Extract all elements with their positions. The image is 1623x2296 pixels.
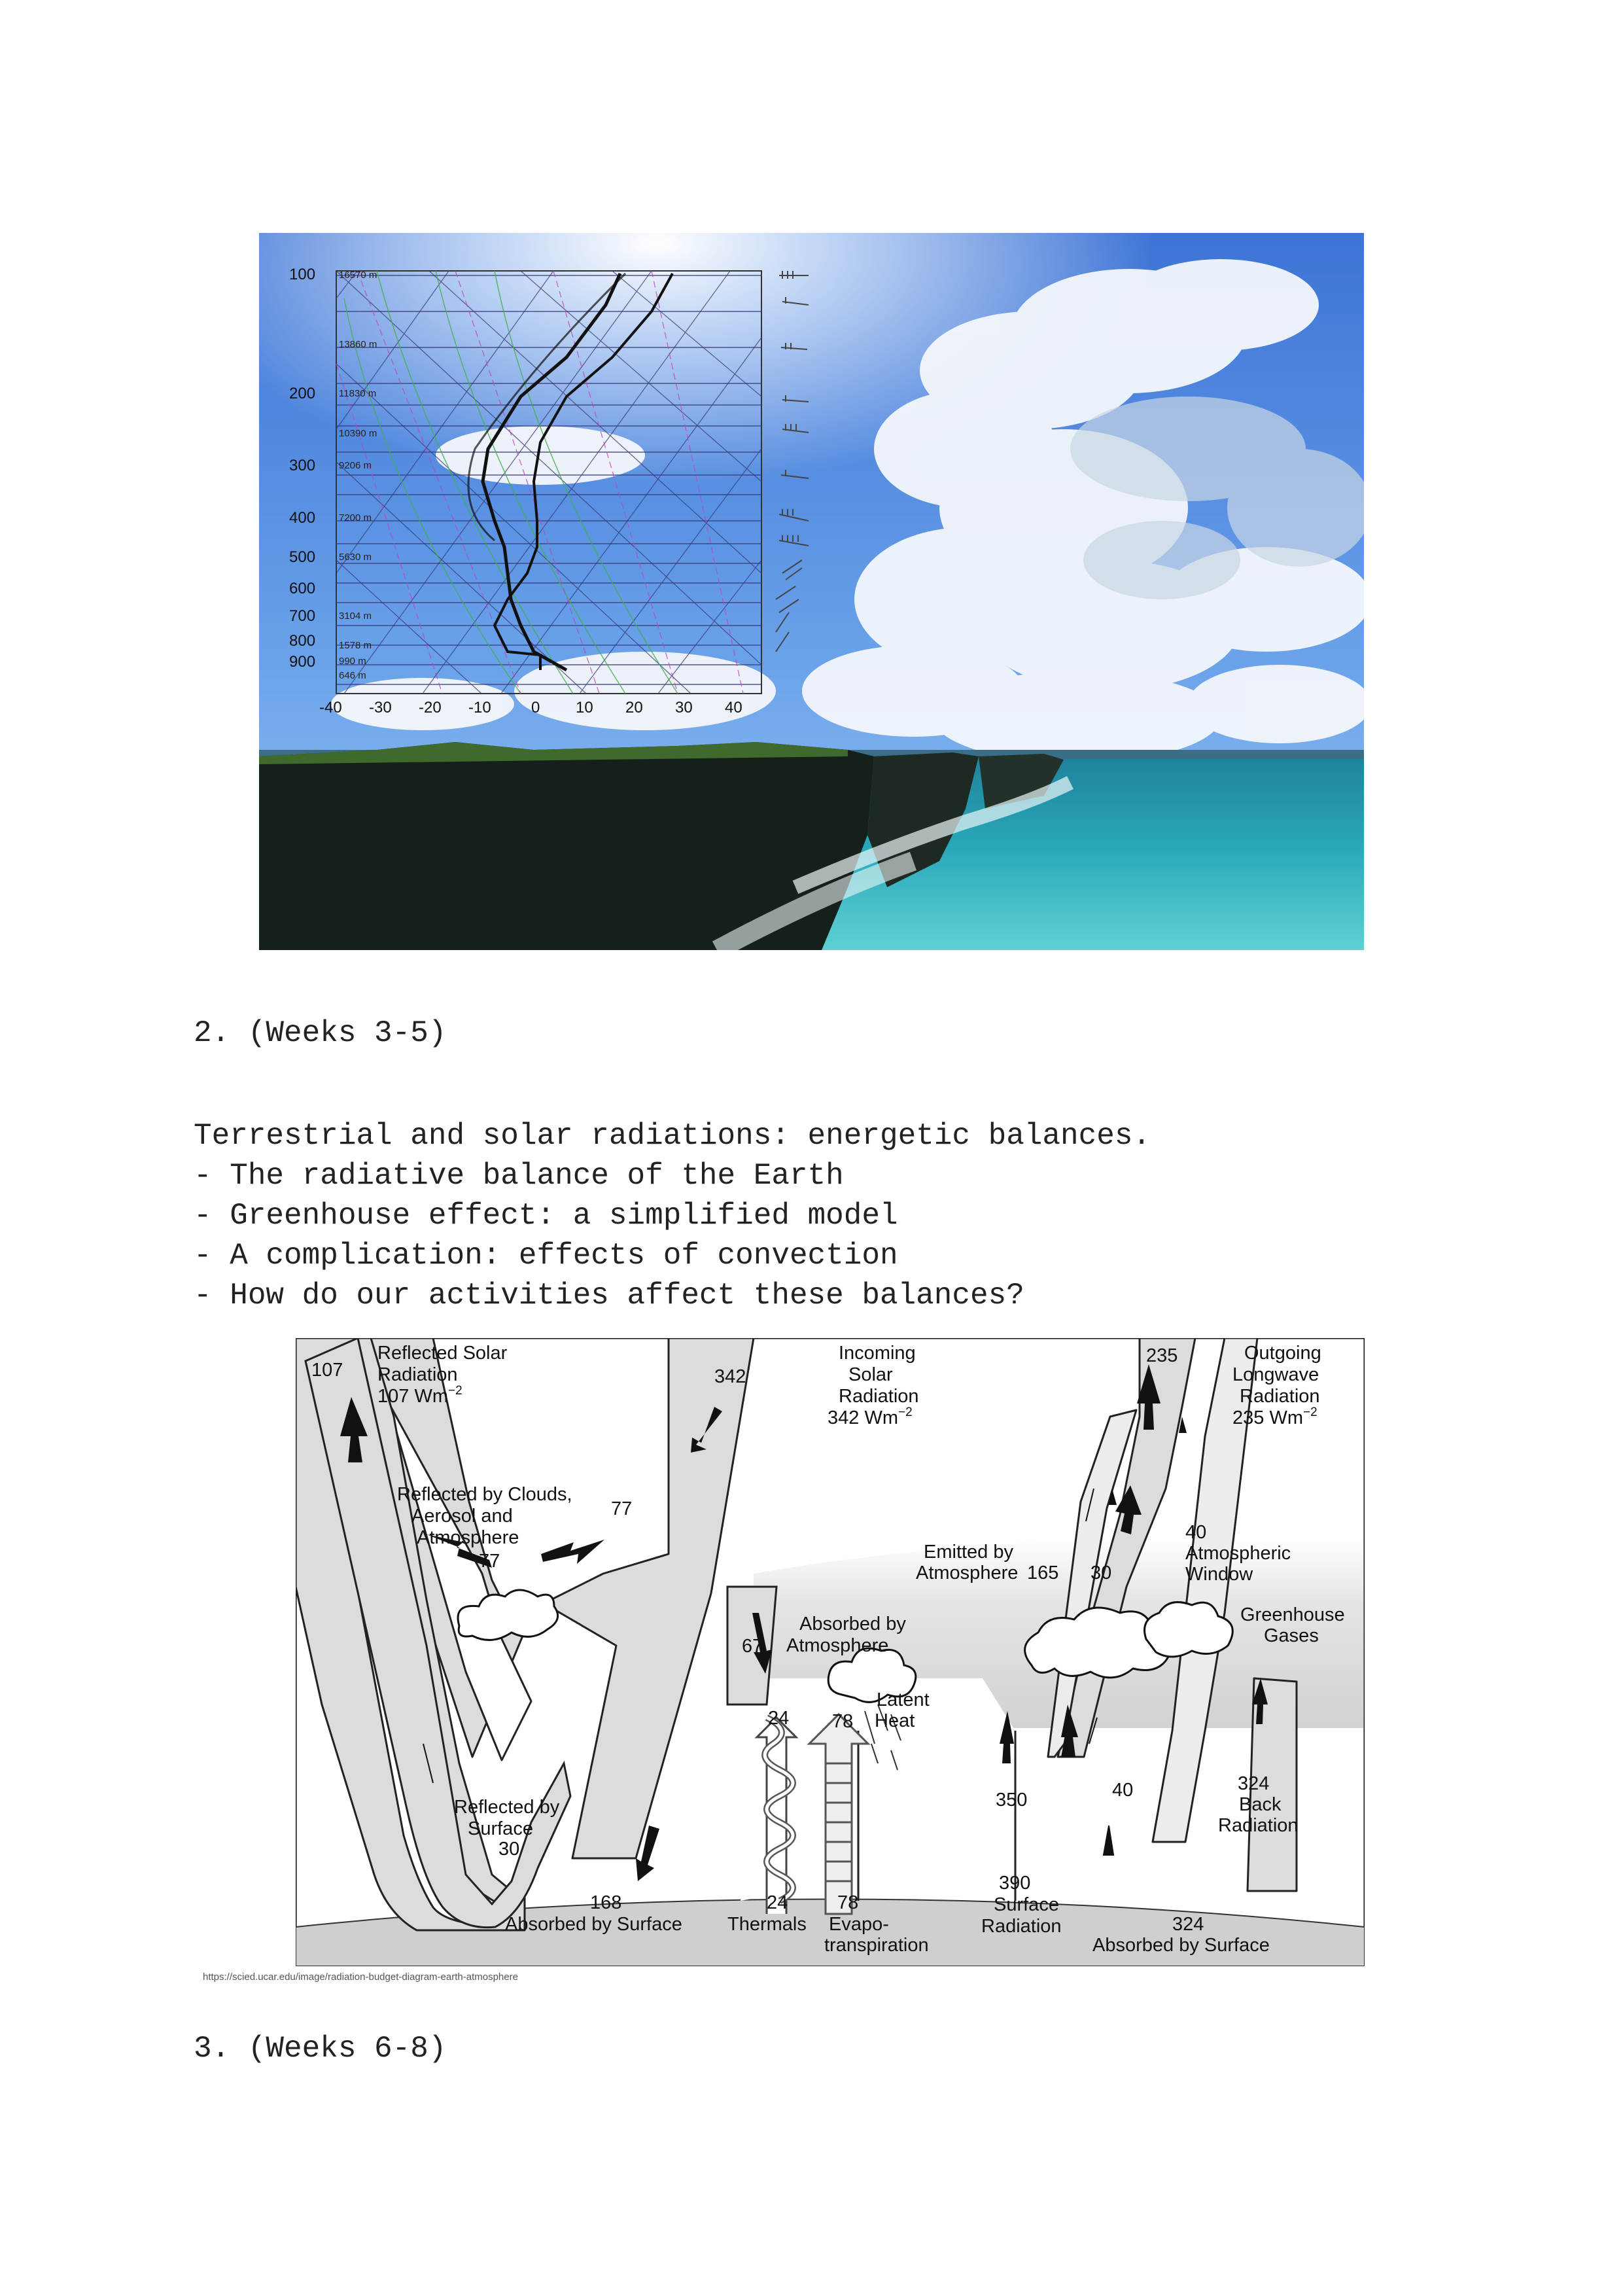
reflected-solar-value: 107 xyxy=(311,1360,343,1381)
window-40b: 40 xyxy=(1112,1780,1134,1801)
incoming-l2: Solar xyxy=(848,1364,893,1385)
latent-l2: Heat xyxy=(875,1710,915,1731)
absorbed-atm-l1: Absorbed by xyxy=(799,1614,906,1634)
p600: 600 xyxy=(289,580,316,597)
clouds-l3: Atmosphere xyxy=(417,1527,519,1548)
thermals-top-value: 24 xyxy=(768,1708,790,1729)
surface-350: 350 xyxy=(996,1790,1028,1810)
p400: 400 xyxy=(289,509,316,527)
back-l1: Back xyxy=(1239,1794,1282,1815)
outgoing-l1: Outgoing xyxy=(1244,1343,1321,1364)
section-2-heading: 2. (Weeks 3-5) xyxy=(194,1016,447,1050)
emitted-value-2: 30 xyxy=(1091,1563,1112,1583)
h6: 7200 m xyxy=(339,512,372,523)
image-credit: https://scied.ucar.edu/image/radiation-budget-diagram-earth-atmosphere xyxy=(203,1971,518,1983)
h3: 11830 m xyxy=(339,388,377,399)
pressure-labels xyxy=(259,233,331,704)
outgoing-l3: Radiation xyxy=(1240,1386,1320,1407)
p200: 200 xyxy=(289,385,316,402)
bullet-2: - Greenhouse effect: a simplified model xyxy=(194,1199,898,1233)
greenhouse-l2: Gases xyxy=(1264,1625,1319,1646)
p100: 100 xyxy=(289,266,316,283)
incoming-l3: Radiation xyxy=(839,1386,919,1407)
skewt-photo xyxy=(259,233,1364,950)
incoming-l4: 342 $Wm^{-2}$ xyxy=(828,1405,913,1428)
thermals-value: 24 xyxy=(767,1892,788,1913)
reflected-solar-l2: Radiation xyxy=(377,1364,458,1385)
temperature-axis xyxy=(259,699,782,725)
t9: 40 xyxy=(725,699,742,716)
bullet-3: - A complication: effects of convection xyxy=(194,1239,898,1273)
t8: 30 xyxy=(675,699,693,716)
greenhouse-l1: Greenhouse xyxy=(1240,1604,1345,1625)
absorbed-atm-l2: Atmosphere xyxy=(786,1635,889,1656)
h10: 990 m xyxy=(339,656,366,667)
refl-surface-l1: Reflected by xyxy=(454,1797,560,1818)
p900: 900 xyxy=(289,653,316,671)
section-2-intro: Terrestrial and solar radiations: energetic balances. xyxy=(194,1119,1151,1153)
h7: 5630 m xyxy=(339,552,372,563)
t1: -40 xyxy=(319,699,342,716)
outgoing-l4: 235 $Wm^{-2}$ xyxy=(1232,1405,1318,1428)
latent-l1: Latent xyxy=(877,1689,930,1710)
t6: 10 xyxy=(576,699,593,716)
t7: 20 xyxy=(625,699,643,716)
h5: 9206 m xyxy=(339,460,372,471)
surface-rad-l1: Surface xyxy=(994,1894,1059,1915)
absorbed-surface2-value: 324 xyxy=(1172,1914,1204,1935)
surface-rad-value: 390 xyxy=(999,1873,1031,1894)
reflected-solar-l3: 107 $Wm^{-2}$ xyxy=(377,1384,462,1407)
h1: 16570 m xyxy=(339,270,377,281)
t2: -30 xyxy=(369,699,392,716)
t4: -10 xyxy=(468,699,491,716)
outgoing-value: 235 xyxy=(1146,1345,1178,1366)
window-l1: Atmospheric xyxy=(1185,1543,1291,1564)
emitted-l2: Atmosphere xyxy=(916,1563,1019,1583)
h8: 3104 m xyxy=(339,610,372,622)
p300: 300 xyxy=(289,457,316,474)
absorbed-surface-label: Absorbed by Surface xyxy=(505,1914,682,1935)
evapo-l1: Evapo- xyxy=(829,1914,889,1935)
absorbed-surface-value: 168 xyxy=(590,1892,622,1913)
evapo-l2: transpiration xyxy=(824,1935,929,1956)
latent-value: 78 xyxy=(832,1711,854,1732)
refl-surface-l2: Surface xyxy=(468,1818,533,1839)
emitted-value: 165 xyxy=(1027,1563,1059,1583)
p700: 700 xyxy=(289,607,316,625)
incoming-value: 342 xyxy=(714,1366,746,1387)
clouds-value: 77 xyxy=(479,1551,500,1572)
bullet-1: - The radiative balance of the Earth xyxy=(194,1159,844,1193)
absorbed-surface2-label: Absorbed by Surface xyxy=(1092,1935,1270,1956)
back-value: 324 xyxy=(1238,1773,1270,1794)
p800: 800 xyxy=(289,632,316,650)
bullet-4: - How do our activities affect these balances? xyxy=(194,1279,1024,1313)
outgoing-l2: Longwave xyxy=(1232,1364,1319,1385)
incoming-l1: Incoming xyxy=(839,1343,916,1364)
h4: 10390 m xyxy=(339,428,377,439)
clouds-l1: Reflected by Clouds, xyxy=(397,1484,572,1505)
t5: 0 xyxy=(531,699,540,716)
clouds-l2: Aerosol and xyxy=(411,1506,513,1527)
h9: 1578 m xyxy=(339,640,372,651)
back-l2: Radiation xyxy=(1218,1815,1299,1836)
clouds-value-2: 77 xyxy=(611,1498,633,1519)
window-value: 40 xyxy=(1185,1522,1207,1543)
evapo-value: 78 xyxy=(837,1892,859,1913)
radiation-budget-diagram xyxy=(296,1338,1365,1966)
emitted-l1: Emitted by xyxy=(924,1542,1013,1563)
refl-surface-value: 30 xyxy=(498,1839,520,1860)
thermals-label: Thermals xyxy=(727,1914,807,1935)
h11: 646 m xyxy=(339,670,366,681)
reflected-solar-l1: Reflected Solar xyxy=(377,1343,508,1364)
t3: -20 xyxy=(419,699,442,716)
surface-rad-l2: Radiation xyxy=(981,1916,1062,1937)
p500: 500 xyxy=(289,548,316,566)
height-labels xyxy=(339,233,470,704)
section-3-heading: 3. (Weeks 6-8) xyxy=(194,2032,447,2066)
h2: 13860 m xyxy=(339,339,377,350)
window-l2: Window xyxy=(1185,1564,1253,1585)
absorbed-atm-value: 67 xyxy=(742,1636,763,1657)
